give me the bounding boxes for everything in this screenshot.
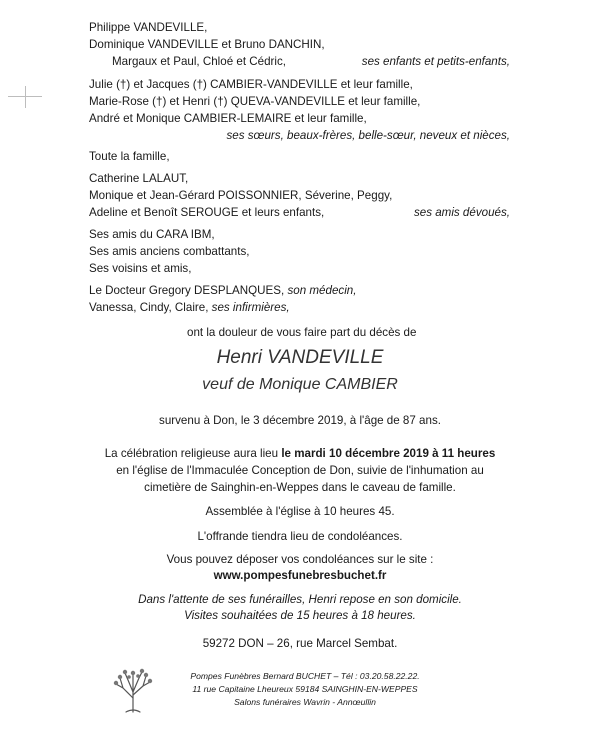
offering-text: L'offrande tiendra lieu de condoléances. [197,530,403,543]
mourner-line: Philippe VANDEVILLE, [89,21,208,34]
mourner-line: Ses amis anciens combattants, [89,245,250,258]
ceremony-intro: La célébration religieuse aura lieu [104,447,282,460]
mourner-name: Le Docteur Gregory DESPLANQUES, [89,284,285,297]
relation-label: ses sœurs, beaux-frères, belle-sœur, neveux et nièces, [226,129,510,142]
visit-text: Visites souhaitées de 15 heures à 18 heures. [184,609,416,622]
deceased-name: Henri VANDEVILLE [216,347,384,368]
relation-label: ses infirmières, [211,301,290,314]
assembly-text: Assemblée à l'église à 10 heures 45. [205,505,395,518]
website-link[interactable]: www.pompesfunebresbuchet.fr [213,569,387,582]
ceremony-line: en l'église de l'Immaculée Conception de Don, suivie de l'inhumation au [116,464,484,477]
mourner-line: Catherine LALAUT, [89,172,189,185]
mourner-line: Adeline et Benoît SEROUGE et leurs enfants, [89,206,325,219]
footer-line: Salons funéraires Wavrin - Annœullin [234,697,376,707]
ceremony-line [0,445,600,462]
death-info: survenu à Don, le 3 décembre 2019, à l'âge de 87 ans. [159,414,441,427]
condolences-text: Vous pouvez déposer vos condoléances sur le site : [166,553,434,566]
mourner-line: Toute la famille, [89,150,170,163]
visit-text: Dans l'attente de ses funérailles, Henri repose en son domicile. [138,593,462,606]
relation-label: son médecin, [287,284,357,297]
ceremony-line: cimetière de Sainghin-en-Weppes dans le caveau de famille. [144,481,456,494]
relation-label: ses enfants et petits-enfants, [361,55,510,68]
mourner-line [89,282,356,299]
footer-line: Pompes Funèbres Bernard BUCHET – Tél : 03.20.58.22.22. [190,671,420,681]
mourner-line: Ses voisins et amis, [89,262,192,275]
relation-label: ses amis dévoués, [413,206,510,219]
cross-icon [8,86,42,108]
announcement-text: ont la douleur de vous faire part du décès de [187,326,417,339]
mourner-line: Margaux et Paul, Chloé et Cédric, [112,55,286,68]
footer-line: 11 rue Capitaine Lheureux 59184 SAINGHIN-EN-WEPPES [192,684,418,694]
mourner-line: Monique et Jean-Gérard POISSONNIER, Séverine, Peggy, [89,189,393,202]
address-text: 59272 DON – 26, rue Marcel Sembat. [202,637,398,650]
mourner-line: Julie (†) et Jacques (†) CAMBIER-VANDEVILLE et leur famille, [89,78,413,91]
mourner-line: Dominique VANDEVILLE et Bruno DANCHIN, [89,38,325,51]
mourner-line: André et Monique CAMBIER-LEMAIRE et leur famille, [89,112,367,125]
mourner-line: Marie-Rose (†) et Henri (†) QUEVA-VANDEVILLE et leur famille, [89,95,421,108]
mourner-line [89,299,290,316]
mourner-line: Ses amis du CARA IBM, [89,228,215,241]
mourner-name: Vanessa, Cindy, Claire, [89,301,209,314]
deceased-subtitle: veuf de Monique CAMBIER [202,376,398,393]
ceremony-date: le mardi 10 décembre 2019 à 11 heures [281,447,496,460]
